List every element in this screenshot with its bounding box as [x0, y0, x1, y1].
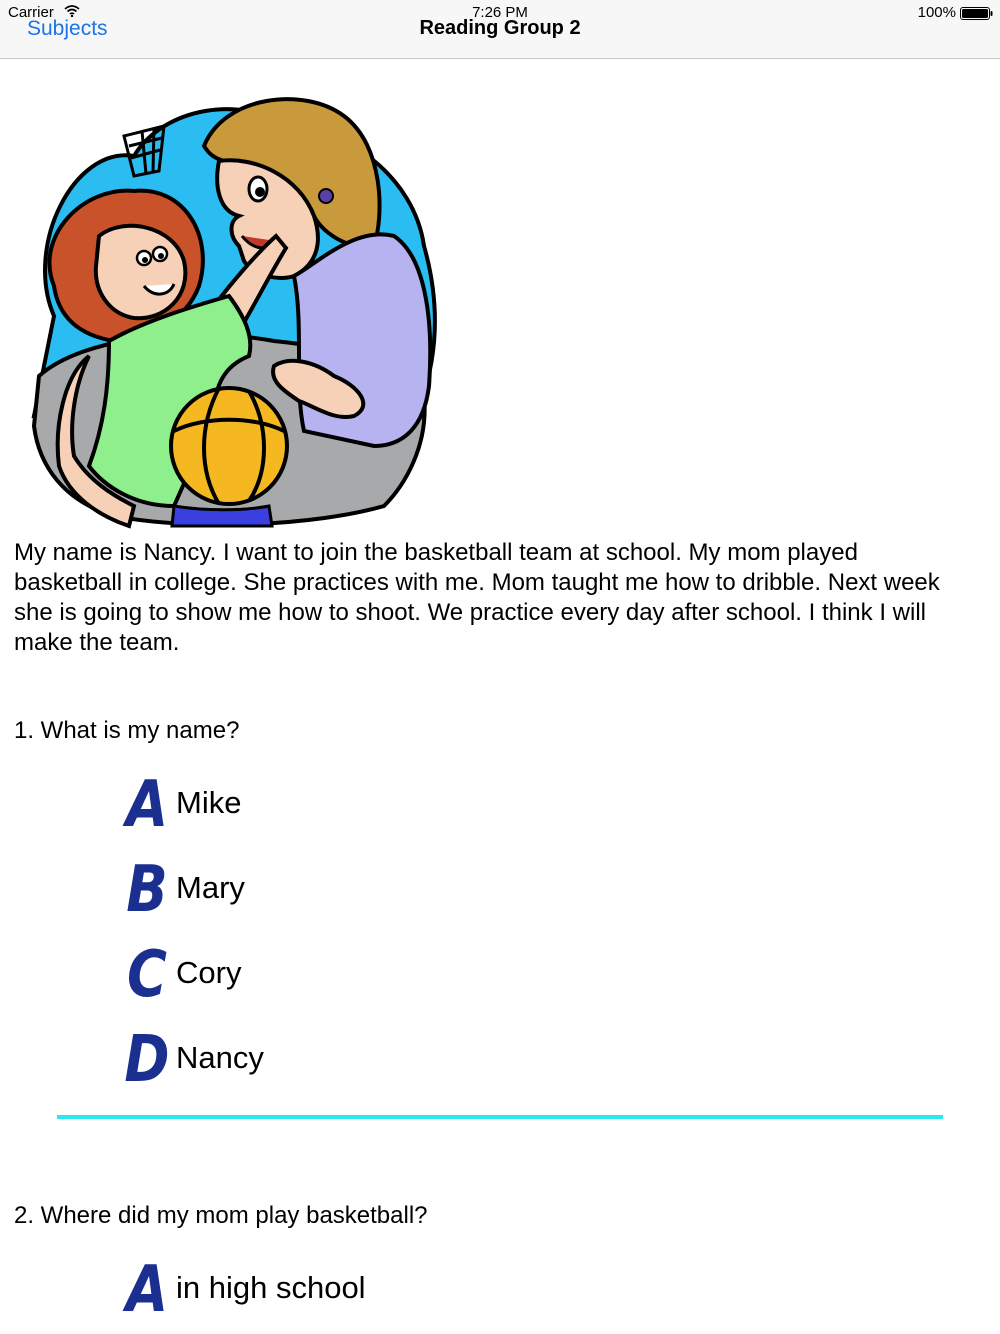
option-letter-c: C	[127, 938, 167, 1012]
option-letter-b: B	[126, 853, 168, 927]
option-text: Mary	[176, 870, 245, 905]
basketball	[171, 388, 287, 504]
option-text: Mike	[176, 785, 242, 820]
carrier-label: Carrier	[8, 4, 54, 21]
question-1-option-a[interactable]	[120, 770, 620, 840]
option-letter-d: D	[124, 1023, 170, 1097]
option-text: Nancy	[176, 1040, 264, 1075]
battery-percentage: 100%	[917, 4, 956, 21]
status-time: 7:26 PM	[472, 4, 528, 21]
option-text: in high school	[176, 1270, 366, 1305]
back-button-subjects[interactable]: Subjects	[27, 17, 108, 40]
question-1: 1. What is my name?	[14, 717, 240, 744]
question-2-option-a[interactable]	[120, 1255, 620, 1325]
question-1-option-b[interactable]	[120, 855, 620, 925]
page-title: Reading Group 2	[419, 17, 581, 39]
status-bar	[0, 0, 1000, 26]
question-1-option-d[interactable]	[120, 1025, 620, 1095]
story-text: My name is Nancy. I want to join the basketball team at school. My mom played basketball in college. She practices with me. Mom taught me how to dribble. Next week she is going to show me how to shoot. We practice every day after school. I think I will make the team.	[14, 539, 940, 656]
story-illustration	[14, 86, 439, 530]
question-1-option-c[interactable]	[120, 940, 620, 1010]
option-letter-a: A	[125, 768, 169, 842]
option-text: Cory	[176, 955, 242, 990]
option-letter-a: A	[125, 1253, 169, 1327]
battery-icon	[960, 7, 994, 20]
question-2: 2. Where did my mom play basketball?	[14, 1202, 428, 1229]
question-divider	[57, 1115, 943, 1119]
